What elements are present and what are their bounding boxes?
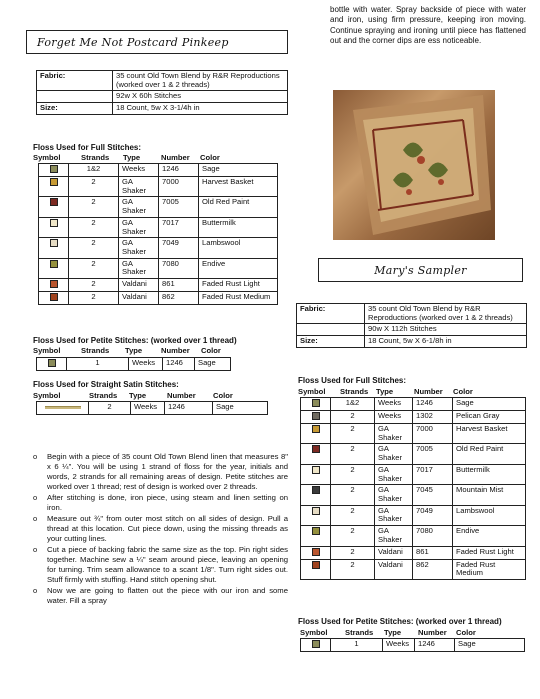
instruction-step: o Cut a piece of backing fabric the same size as the top. Pin right sides together. Machine sew a ¼" seam around piece, leaving an opening for turning. Trim seam allowance to a scant 1/8". Turn right sides out. Stuff firmly with stuffing. Hand stitch opening shut. [30,545,288,585]
floss-strands: 2 [69,197,119,217]
floss-swatch-icon [50,260,58,268]
floss-symbol [39,238,69,258]
floss-number: 862 [413,559,453,579]
floss-swatch-icon [50,198,58,206]
col-number: Number [161,346,190,355]
floss-swatch-icon [50,178,58,186]
col-color: Color [200,153,220,162]
floss-color: Sage [195,358,231,371]
floss-number: 1246 [165,402,213,415]
floss-symbol [39,197,69,217]
floss-swatch-icon [312,486,320,494]
floss-strands: 2 [69,217,119,237]
spec-value: 90w X 112h Stitches [365,324,527,336]
floss-symbol [39,217,69,237]
floss-strands: 1 [67,358,129,371]
spec-value: 92w X 60h Stitches [113,91,288,103]
floss-row [39,177,278,197]
col-symbol: Symbol [33,391,61,400]
floss-number: 7005 [159,197,199,217]
floss-number: 7049 [413,505,453,525]
floss-row [39,279,278,292]
floss-type: Weeks [129,358,163,371]
floss-strands: 1&2 [331,398,375,411]
pattern-title-forget-me-not: Forget Me Not Postcard Pinkeep [26,30,288,54]
pinkeep-photo [333,90,495,240]
col-type: Type [123,153,141,162]
left-specs-table [36,70,288,115]
right-specs-table [296,303,527,348]
spec-label [297,324,365,336]
floss-strands: 1&2 [69,164,119,177]
spec-row [37,91,288,103]
floss-swatch-icon [312,548,320,556]
spec-value: 18 Count, 5w X 6-1/8h in [365,336,527,348]
floss-row [301,526,526,546]
floss-swatch-icon [50,280,58,288]
left-satin-header: Floss Used for Straight Satin Stitches: [33,380,179,389]
col-color: Color [456,628,476,637]
floss-row [301,546,526,559]
floss-row [301,505,526,525]
col-type: Type [125,346,143,355]
floss-row [37,358,231,371]
floss-symbol [39,292,69,305]
floss-row [301,444,526,464]
floss-row [301,424,526,444]
col-strands: Strands [345,628,374,637]
floss-strands: 2 [331,411,375,424]
floss-color: Sage [455,639,525,652]
col-strands: Strands [81,346,110,355]
floss-number: 1246 [415,639,455,652]
floss-color: Old Red Paint [453,444,526,464]
floss-type: GA Shaker [375,464,413,484]
floss-symbol [301,411,331,424]
photo-illustration [333,90,495,240]
floss-symbol [301,639,331,652]
floss-strands: 2 [69,238,119,258]
col-symbol: Symbol [298,387,326,396]
floss-number: 7049 [159,238,199,258]
floss-color: Faded Rust Light [199,279,278,292]
floss-row [301,464,526,484]
floss-color: Lambswool [453,505,526,525]
floss-number: 7017 [413,464,453,484]
floss-strands: 2 [331,559,375,579]
floss-number: 862 [159,292,199,305]
floss-strands: 2 [331,526,375,546]
floss-symbol [301,505,331,525]
floss-number: 1302 [413,411,453,424]
floss-symbol [301,546,331,559]
floss-type: Weeks [119,164,159,177]
floss-strands: 2 [69,258,119,278]
floss-symbol [39,258,69,278]
spec-value: 35 count Old Town Blend by R&R Reproductions (worked over 1 & 2 threads) [365,304,527,324]
floss-number: 7080 [159,258,199,278]
col-type: Type [129,391,147,400]
col-number: Number [167,391,196,400]
spec-row [297,324,527,336]
floss-strands: 2 [331,505,375,525]
floss-symbol [301,464,331,484]
floss-type: GA Shaker [375,424,413,444]
floss-swatch-icon [50,293,58,301]
col-strands: Strands [340,387,369,396]
floss-swatch-icon [48,359,56,367]
floss-swatch-icon [312,466,320,474]
col-symbol: Symbol [33,346,61,355]
col-symbol: Symbol [300,628,328,637]
finishing-continued: bottle with water. Spray backside of piece with water and iron, using firm pressure, keeping iron moving. Continue spraying and ironing until piece has flattened out and the corner dips are ess noticeable. [330,5,526,46]
spec-value: 35 count Old Town Blend by R&R Reproductions (worked over 1 & 2 threads) [113,71,288,91]
right-full-floss-table [300,397,526,580]
floss-type: GA Shaker [119,258,159,278]
spec-label: Fabric: [297,304,365,324]
floss-swatch-icon [312,412,320,420]
col-strands: Strands [81,153,110,162]
floss-type: Valdani [119,292,159,305]
floss-type: GA Shaker [119,197,159,217]
spec-value: 18 Count, 5w X 3-1/4h in [113,103,288,115]
floss-symbol [301,398,331,411]
floss-row [39,217,278,237]
col-number: Number [414,387,443,396]
spec-row [297,336,527,348]
floss-color: Harvest Basket [199,177,278,197]
floss-type: Weeks [375,398,413,411]
col-color: Color [453,387,473,396]
floss-type: Valdani [375,559,413,579]
floss-strands: 2 [331,464,375,484]
floss-row [39,238,278,258]
floss-color: Old Red Paint [199,197,278,217]
floss-strands: 2 [69,177,119,197]
floss-number: 1246 [413,398,453,411]
floss-number: 861 [413,546,453,559]
spec-label: Size: [37,103,113,115]
floss-number: 7000 [413,424,453,444]
spec-row [37,103,288,115]
floss-number: 1246 [159,164,199,177]
floss-row [39,292,278,305]
floss-symbol [39,164,69,177]
floss-type: Weeks [383,639,415,652]
floss-color: Faded Rust Light [453,546,526,559]
floss-type: GA Shaker [375,505,413,525]
floss-type: Valdani [119,279,159,292]
floss-color: Lambswool [199,238,278,258]
pattern-title-marys-sampler: Mary's Sampler [318,258,523,282]
spec-label: Size: [297,336,365,348]
floss-swatch-icon [312,425,320,433]
left-petite-header: Floss Used for Petite Stitches: (worked over 1 thread) [33,336,237,345]
floss-type: Weeks [131,402,165,415]
floss-color: Buttermilk [199,217,278,237]
floss-color: Sage [453,398,526,411]
floss-row [301,639,525,652]
left-full-floss-table [38,163,278,305]
floss-symbol [37,358,67,371]
floss-row [301,398,526,411]
floss-type: GA Shaker [375,444,413,464]
floss-strands: 2 [331,546,375,559]
floss-symbol [301,444,331,464]
instruction-step: o Begin with a piece of 35 count Old Town Blend linen that measures 8" x 6 ¼". You will be using 1 strand of floss for the year, initials and words, 2 strands for all remaining areas of design. Petite stitches are worked over 1 thread; rest of design is worked over 2 threads. [30,452,288,492]
floss-type: GA Shaker [119,217,159,237]
floss-swatch-icon [312,561,320,569]
left-petite-floss-table [36,357,231,371]
floss-type: Valdani [375,546,413,559]
floss-symbol [301,424,331,444]
floss-symbol [301,559,331,579]
floss-color: Sage [213,402,268,415]
spec-row [37,71,288,91]
floss-type: Weeks [375,411,413,424]
col-color: Color [213,391,233,400]
floss-number: 861 [159,279,199,292]
floss-row [39,258,278,278]
floss-swatch-icon [312,399,320,407]
right-petite-header: Floss Used for Petite Stitches: (worked over 1 thread) [298,617,502,626]
left-full-header: Floss Used for Full Stitches: [33,143,142,152]
satin-stitch-line-icon [45,406,81,409]
floss-symbol [301,526,331,546]
floss-color: Pelican Gray [453,411,526,424]
floss-number: 7005 [413,444,453,464]
col-number: Number [161,153,190,162]
left-satin-floss-table [36,401,268,415]
floss-strands: 2 [69,292,119,305]
col-symbol: Symbol [33,153,61,162]
col-color: Color [201,346,221,355]
floss-swatch-icon [50,219,58,227]
instruction-step: o Now we are going to flatten out the piece with our iron and some water. Fill a spray [30,586,288,606]
spec-label: Fabric: [37,71,113,91]
floss-color: Mountain Mist [453,485,526,505]
floss-number: 7017 [159,217,199,237]
floss-row [39,197,278,217]
instruction-step: o After stitching is done, iron piece, using steam and linen setting on iron. [30,493,288,513]
floss-number: 7080 [413,526,453,546]
floss-color: Faded Rust Medium [453,559,526,579]
floss-number: 7045 [413,485,453,505]
floss-type: GA Shaker [119,177,159,197]
col-type: Type [376,387,394,396]
floss-row [39,164,278,177]
floss-strands: 2 [331,485,375,505]
floss-strands: 2 [69,279,119,292]
floss-swatch-icon [50,165,58,173]
floss-number: 1246 [163,358,195,371]
floss-symbol [37,402,89,415]
floss-swatch-icon [312,445,320,453]
right-petite-floss-table [300,638,525,652]
floss-symbol [301,485,331,505]
floss-color: Buttermilk [453,464,526,484]
spec-label [37,91,113,103]
floss-color: Sage [199,164,278,177]
floss-color: Endive [453,526,526,546]
floss-number: 7000 [159,177,199,197]
spec-row [297,304,527,324]
floss-strands: 2 [89,402,131,415]
floss-strands: 2 [331,444,375,464]
floss-row [301,411,526,424]
floss-type: GA Shaker [375,526,413,546]
floss-color: Faded Rust Medium [199,292,278,305]
floss-color: Harvest Basket [453,424,526,444]
instruction-step: o Measure out ¾" from outer most stitch on all sides of design. Pull a thread at this location. Cut piece down, using the missing threads as your cutting lines. [30,514,288,544]
floss-row [301,485,526,505]
floss-type: GA Shaker [119,238,159,258]
floss-type: GA Shaker [375,485,413,505]
right-full-header: Floss Used for Full Stitches: [298,376,407,385]
floss-strands: 1 [331,639,383,652]
floss-swatch-icon [312,527,320,535]
floss-symbol [39,177,69,197]
floss-row [301,559,526,579]
floss-symbol [39,279,69,292]
col-strands: Strands [89,391,118,400]
col-type: Type [384,628,402,637]
floss-swatch-icon [312,507,320,515]
floss-swatch-icon [312,640,320,648]
floss-strands: 2 [331,424,375,444]
floss-swatch-icon [50,239,58,247]
instructions-list [30,452,288,607]
floss-color: Endive [199,258,278,278]
col-number: Number [418,628,447,637]
floss-row [37,402,268,415]
